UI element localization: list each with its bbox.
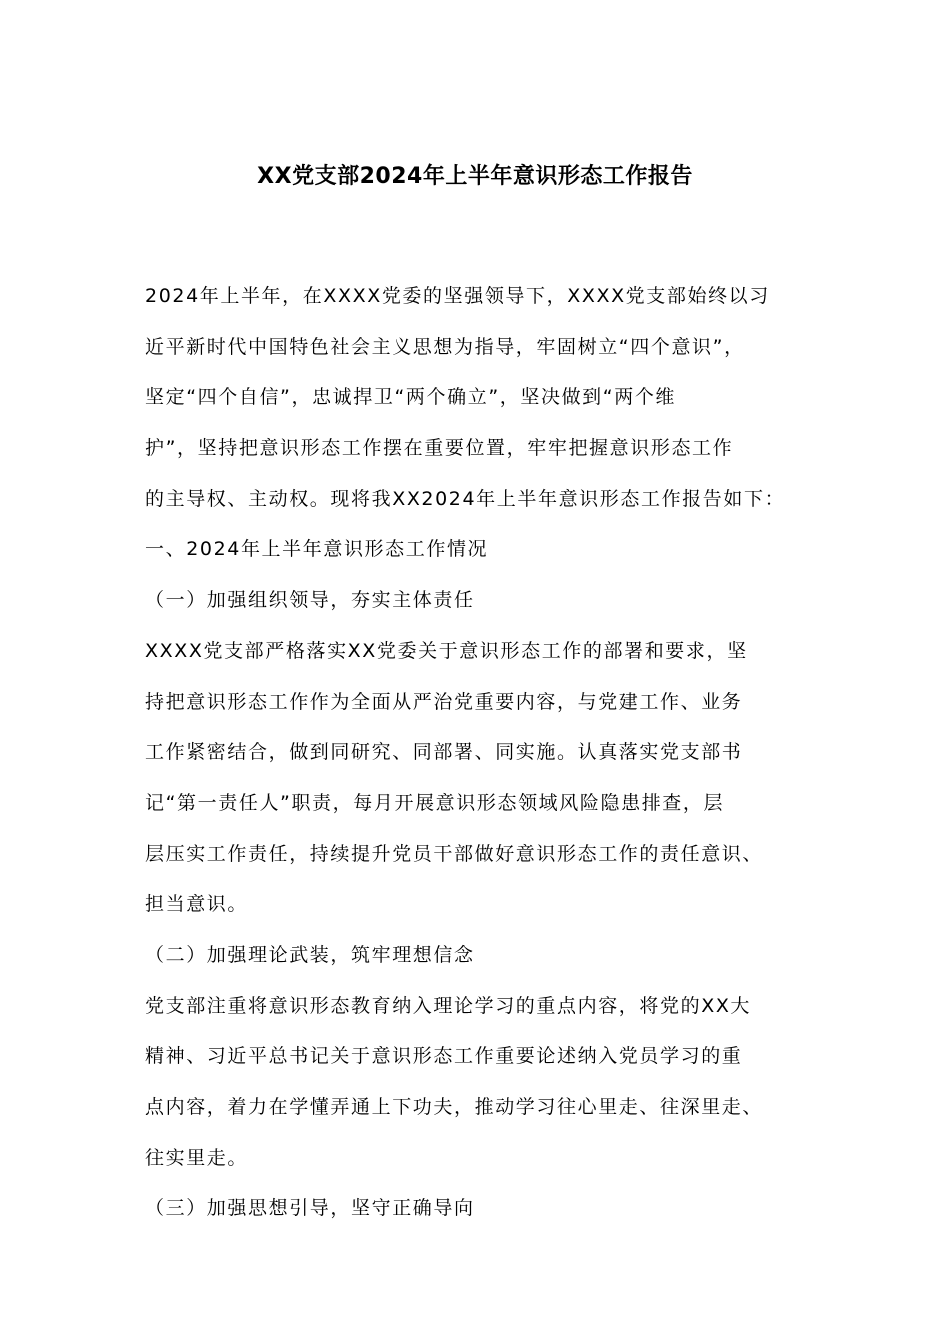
section-heading: 一、2024年上半年意识形态工作情况 (145, 538, 489, 561)
text-line: 精神、习近平总书记关于意识形态工作重要论述纳入党员学习的重 (145, 1045, 743, 1068)
text-line: 党支部注重将意识形态教育纳入理论学习的重点内容，将党的XX大 (145, 994, 752, 1017)
text-line: 层压实工作责任，持续提升党员干部做好意识形态工作的责任意识、 (145, 842, 764, 865)
text-line: 坚定“四个自信”，忠诚捍卫“两个确立”，坚决做到“两个维 (145, 386, 677, 409)
document-title: XX党支部2024年上半年意识形态工作报告 (257, 164, 693, 189)
text-line: 担当意识。 (145, 893, 249, 916)
subsection-heading: （二）加强理论武装，筑牢理想信念 (145, 943, 475, 966)
text-line: 近平新时代中国特色社会主义思想为指导，牢固树立“四个意识”， (145, 335, 745, 358)
text-line: XXXX党支部严格落实XX党委关于意识形态工作的部署和要求，坚 (145, 639, 748, 662)
text-line: 往实里走。 (145, 1146, 249, 1169)
subsection-heading: （三）加强思想引导，坚守正确导向 (145, 1197, 475, 1220)
text-line: 记“第一责任人”职责，每月开展意识形态领域风险隐患排查，层 (145, 791, 725, 814)
text-line: 护”，坚持把意识形态工作摆在重要位置，牢牢把握意识形态工作 (145, 437, 734, 460)
text-line: 的主导权、主动权。现将我XX2024年上半年意识形态工作报告如下： (145, 487, 786, 510)
text-line: 工作紧密结合，做到同研究、同部署、同实施。认真落实党支部书 (145, 741, 743, 764)
text-line: 点内容，着力在学懂弄通上下功夫，推动学习往心里走、往深里走、 (145, 1096, 764, 1118)
text-line: 持把意识形态工作作为全面从严治党重要内容，与党建工作、业务 (145, 690, 743, 713)
subsection-heading: （一）加强组织领导，夯实主体责任 (145, 589, 475, 612)
document-body (145, 283, 815, 1246)
text-line: 2024年上半年，在XXXX党委的坚强领导下，XXXX党支部始终以习 (145, 285, 770, 307)
